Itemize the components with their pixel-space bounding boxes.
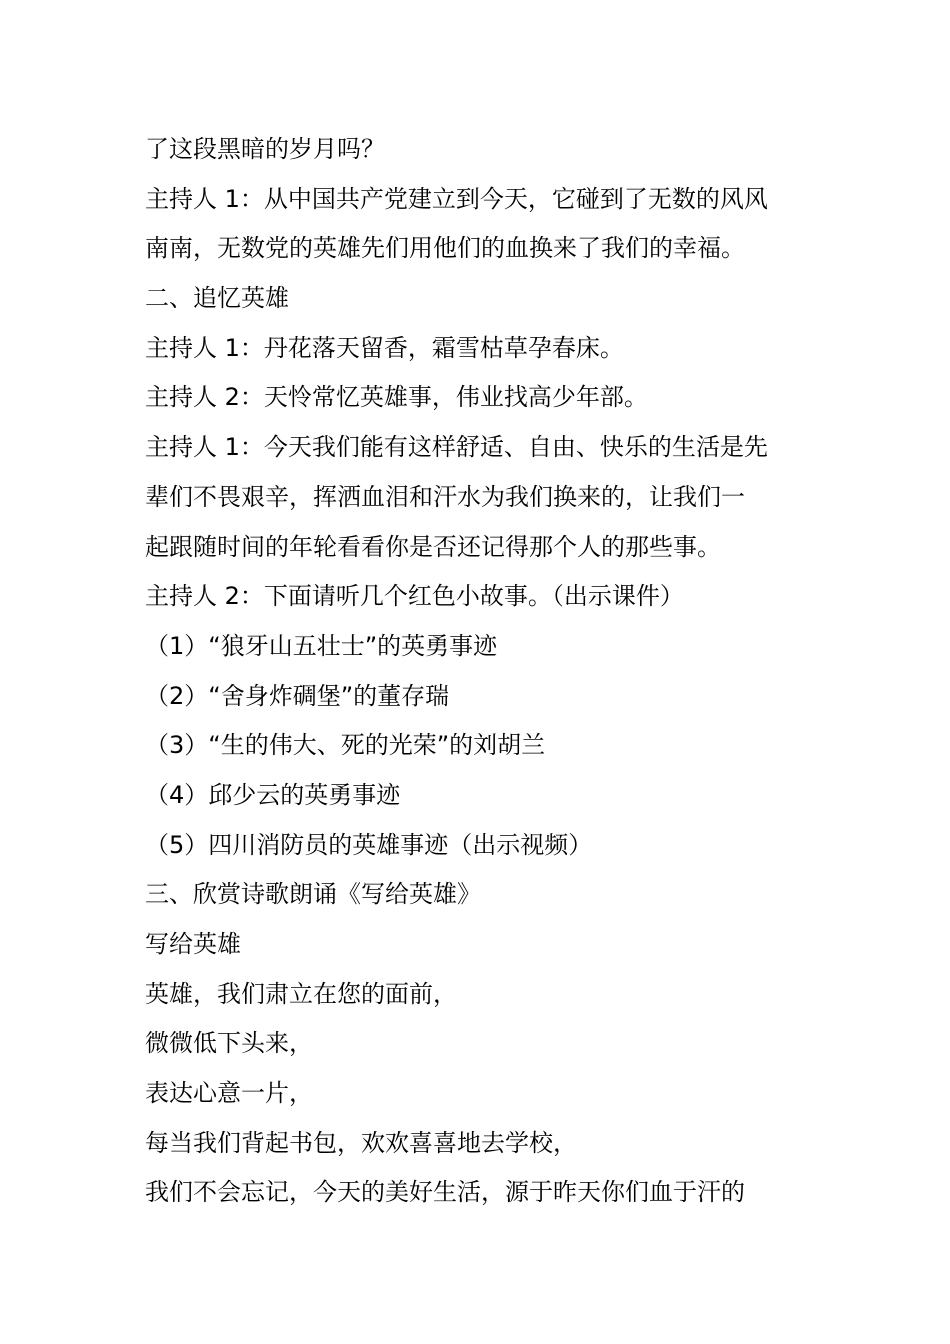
text-line: 主持人 2：下面请听几个红色小故事。（出示课件） (145, 582, 684, 611)
poem-line: 我们不会忘记，今天的美好生活，源于昨天你们血于汗的 (145, 1178, 745, 1207)
poem-title: 写给英雄 (145, 930, 241, 958)
text-line: 主持人 1：今天我们能有这样舒适、自由、快乐的生活是先 (145, 433, 768, 462)
list-item: （5）四川消防员的英雄事迹（出示视频） (145, 830, 593, 859)
text-line: 南南，无数党的英雄先们用他们的血换来了我们的幸福。 (145, 234, 745, 263)
document-body (145, 125, 815, 1218)
list-item: （3）“生的伟大、死的光荣”的刘胡兰 (145, 731, 546, 760)
section-heading: 二、追忆英雄 (145, 284, 289, 313)
poem-line: 表达心意一片， (145, 1079, 313, 1108)
section-heading: 三、欣赏诗歌朗诵《写给英雄》 (145, 880, 481, 909)
text-line: 辈们不畏艰辛，挥洒血泪和汗水为我们换来的，让我们一 (145, 482, 745, 511)
text-line: 起跟随时间的年轮看看你是否还记得那个人的那些事。 (145, 532, 721, 561)
text-line: 主持人 1：从中国共产党建立到今天，它碰到了无数的风风 (145, 184, 768, 213)
poem-line: 微微低下头来， (145, 1029, 313, 1058)
text-line: 主持人 2：天怜常忆英雄事，伟业找高少年部。 (145, 383, 648, 412)
text-line: 主持人 1：丹花落天留香，霜雪枯草孕春床。 (145, 333, 624, 362)
list-item: （2）“舍身炸碉堡”的董存瑞 (145, 681, 450, 710)
poem-line: 英雄，我们肃立在您的面前， (145, 979, 457, 1008)
list-item: （4）邱少云的英勇事迹 (145, 780, 401, 809)
list-item: （1）“狼牙山五壮士”的英勇事迹 (145, 631, 498, 660)
poem-line: 每当我们背起书包，欢欢喜喜地去学校， (145, 1128, 577, 1157)
text-line: 了这段黑暗的岁月吗？ (145, 135, 385, 163)
